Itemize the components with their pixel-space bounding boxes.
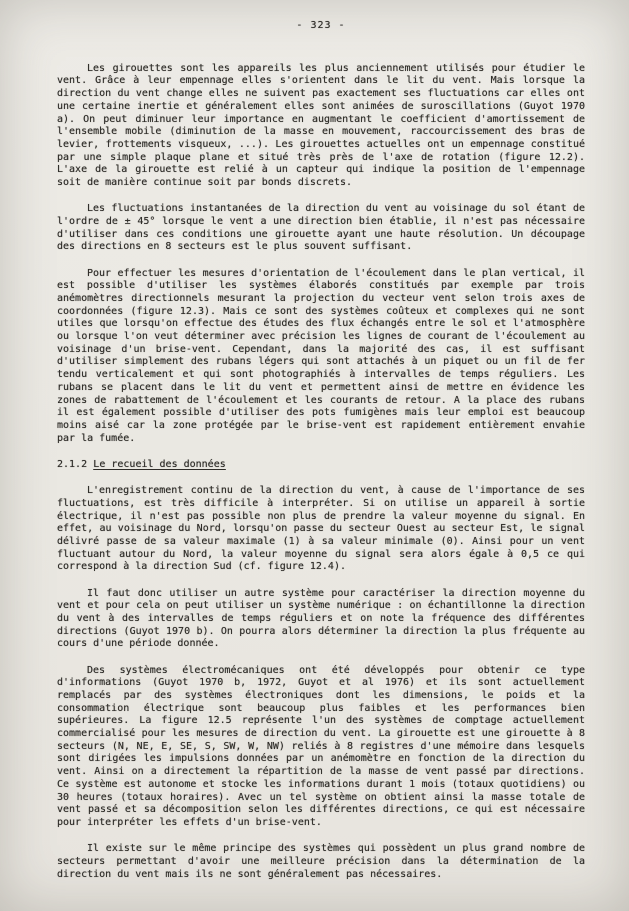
- paragraph: L'enregistrement continu de la direction du vent, à cause de l'importance de ses fluctuations, est très difficile à interpréter. Si on utilise un appareil à sortie électrique, il n'est pas possible non plus de prendre la valeur moyenne du signal. En effet, au voisinage du Nord, lorsqu'on passe du secteur Ouest au secteur Est, le signal délivré passe de sa valeur maximale (1) à sa valeur minimale (0). Ainsi pour un vent fluctuant autour du Nord, la valeur moyenne du signal sera alors égale à 0,5 ce qui correspond à la direction Sud (cf. figure 12.4).: [57, 485, 585, 573]
- page-number: - 323 -: [296, 20, 346, 31]
- section-title: Le recueil des données: [93, 458, 226, 470]
- paragraph: Les girouettes sont les appareils les plus anciennement utilisés pour étudier le vent. Grâce à leur empennage elles s'orientent dans le lit du vent. Mais lorsque la direction du vent change elles ne suivent pas exactement ses fluctuations car elles ont une certaine inertie et généralement elles sont animées de suroscillations (Guyot 1970 a). On peut diminuer leur importance en augmentant le coefficient d'amortissement de l'ensemble mobile (diminution de la masse en mouvement, raccourcissement des bras de levier, frottements visqueux, ...). Les girouettes actuelles ont un empennage constitué par une simple plaque plane et situé très près de l'axe de rotation (figure 12.2). L'axe de la girouette est relié à un capteur qui indique la position de l'empennage soit de manière continue soit par bonds discrets.: [57, 62, 585, 189]
- paragraph: Des systèmes électromécaniques ont été développés pour obtenir ce type d'informations (Guyot 1970 b, 1972, Guyot et al 1976) et ils sont actuellement remplacés par des systèmes électroniques dont les dimensions, le poids et la consommation électrique sont beaucoup plus faibles et les performances bien supérieures. La figure 12.5 représente l'un des systèmes de comptage actuellement commercialisé pour les mesures de direction du vent. La girouette est une girouette à 8 secteurs (N, NE, E, SE, S, SW, W, NW) reliés à 8 registres d'une mémoire dans lesquels sont dirigées les impulsions données par un anémomètre en fonction de la direction du vent. Ainsi on a directement la répartition de la masse de vent passé par directions. Ce système est autonome et stocke les informations durant 1 mois (totaux quotidiens) ou 30 heures (totaux horaires). Avec un tel système on obtient ainsi la masse totale de vent passé et sa décomposition selon les différentes directions, ce qui est nécessaire pour interpréter les effets d'un brise-vent.: [57, 664, 585, 828]
- paragraph: Pour effectuer les mesures d'orientation de l'écoulement dans le plan vertical, il est possible d'utiliser les systèmes élaborés constitués par exemple par trois anémomètres directionnels mesurant la projection du vecteur vent selon trois axes de coordonnées (figure 12.3). Mais ce sont des systèmes coûteux et complexes qui ne sont utiles que lorsqu'on effectue des études des flux échangés entre le sol et l'atmosphère ou lorsque l'on veut déterminer avec précision les lignes de courant de l'écoulement au voisinage d'un brise-vent. Cependant, dans la majorité des cas, il est suffisant d'utiliser simplement des rubans légers qui sont attachés à un piquet ou un fil de fer tendu verticalement et qui sont photographiés à intervalles de temps réguliers. Les rubans se placent dans le lit du vent et permettent ainsi de mettre en évidence les zones de rabattement de l'écoulement et les courants de retour. A la place des rubans il est également possible d'utiliser des pots fumigènes mais leur emploi est beaucoup moins aisé car la zone protégée par le brise-vent est rapidement entièrement envahie par la fumée.: [57, 267, 585, 444]
- paragraph: Il existe sur le même principe des systèmes qui possèdent un plus grand nombre de secteurs permettant d'avoir une meilleure précision dans la détermination de la direction du vent mais ils ne sont généralement pas nécessaires.: [57, 843, 585, 880]
- paragraph: Les fluctuations instantanées de la direction du vent au voisinage du sol étant de l'ordre de ± 45° lorsque le vent a une direction bien établie, il n'est pas nécessaire d'utiliser dans ces conditions une girouette ayant une haute résolution. Un découpage des directions en 8 secteurs est le plus souvent suffisant.: [57, 203, 585, 253]
- section-heading: [57, 459, 585, 472]
- section-number: 2.1.2: [57, 458, 88, 470]
- paragraph: Il faut donc utiliser un autre système pour caractériser la direction moyenne du vent et pour cela on peut utiliser un système numérique : on échantillonne la direction du vent à des intervalles de temps réguliers et on note la fréquence des différentes directions (Guyot 1970 b). On pourra alors déterminer la direction la plus fréquente au cours d'une période donnée.: [57, 587, 585, 650]
